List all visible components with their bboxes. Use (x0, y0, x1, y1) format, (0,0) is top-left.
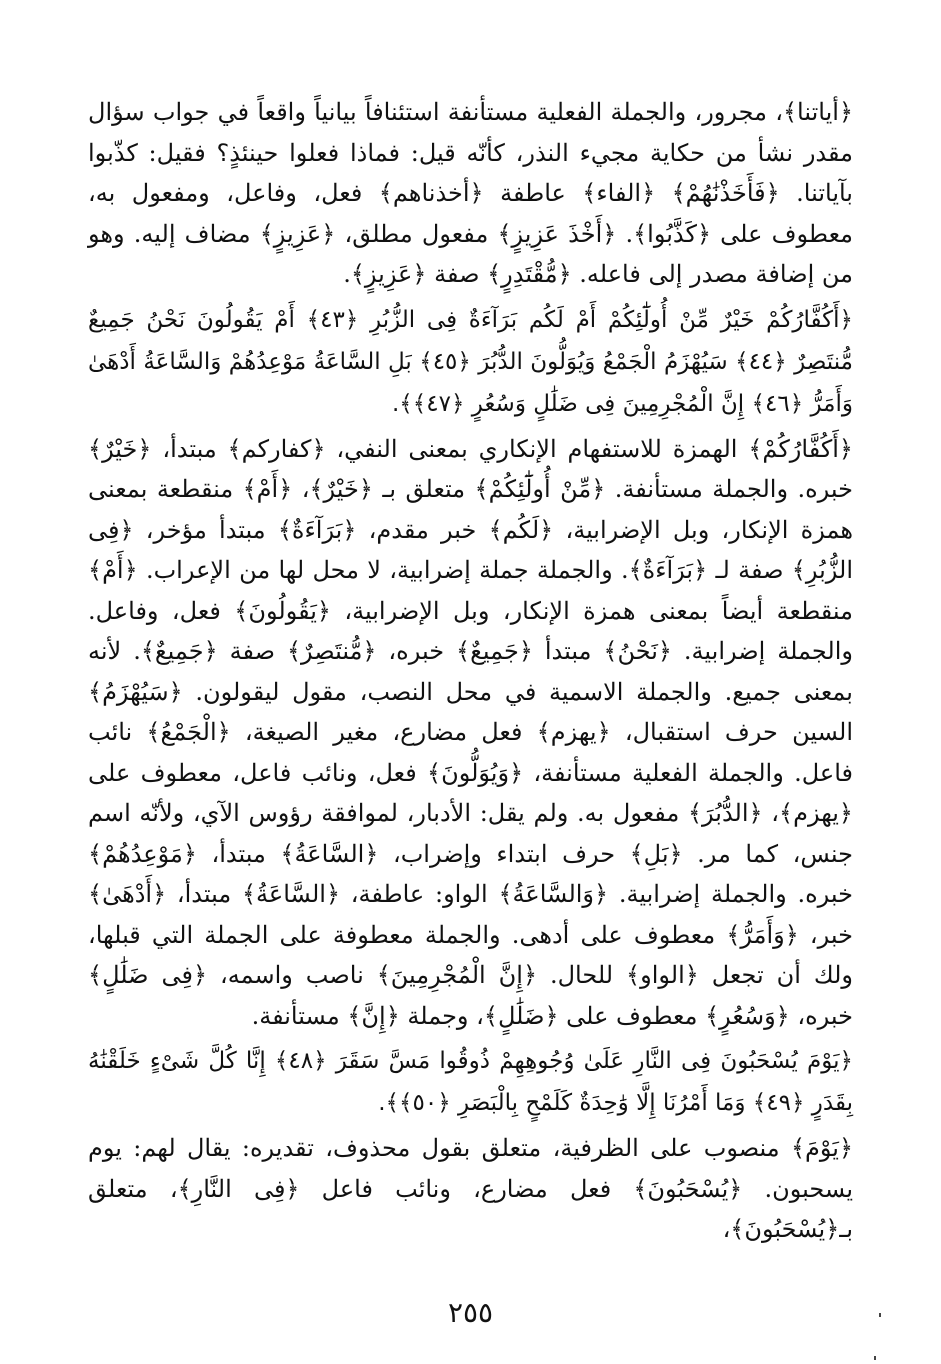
commentary-paragraph: ﴿أَكُفَّارُكُمْ﴾ الهمزة للاستفهام الإنكاري بمعنى النفي، ﴿كفاركم﴾ مبتدأ، ﴿خَيْرٌ﴾ خبره. والجملة مستأنفة. ﴿مِّنْ أُولَٰٓئِكُمْ﴾ متعلق بـ ﴿خَيْرٌ﴾، ﴿أَمْ﴾ منقطعة بمعنى همزة الإنكار، وبل الإضرابية، ﴿لَكُم﴾ خبر مقدم، ﴿بَرَآءَةٌ﴾ مبتدأ مؤخر، ﴿فِى الزُّبُرِ﴾ صفة لـ ﴿بَرَآءَةٌ﴾. والجملة جملة إضرابية، لا محل لها من الإعراب. ﴿أَمْ﴾ منقطعة أيضاً بمعنى همزة الإنكار، وبل الإضرابية، ﴿يَقُولُونَ﴾ فعل، وفاعل. والجملة إضرابية. ﴿نَحْنُ﴾ مبتدأ ﴿جَمِيعٌ﴾ خبره، ﴿مُّنتَصِرٌ﴾ صفة ﴿جَمِيعٌ﴾. لأنه بمعنى جميع. والجملة الاسمية في محل النصب، مقول ليقولون. ﴿سَيُهْزَمُ﴾ السين حرف استقبال، ﴿يهزم﴾ فعل مضارع، مغير الصيغة، ﴿الْجَمْعُ﴾ نائب فاعل. والجملة الفعلية مستأنفة، ﴿وَيُوَلُّونَ﴾ فعل، ونائب فاعل، معطوف على ﴿يهزم﴾، ﴿الدُّبُرَ﴾ مفعول به. ولم يقل: الأدبار، لموافقة رؤوس الآي، ولأنّه اسم جنس، كما مر. ﴿بَلِ﴾ حرف ابتداء وإضراب، ﴿السَّاعَةُ﴾ مبتدأ، ﴿مَوْعِدُهُمْ﴾ خبره. والجملة إضرابية. ﴿وَالسَّاعَةُ﴾ الواو: عاطفة، ﴿السَّاعَةُ﴾ مبتدأ، ﴿أَدْهَىٰ﴾ خبر، ﴿وَأَمَرُّ﴾ معطوف على أدهى. والجملة معطوفة على الجملة التي قبلها، ولك أن تجعل ﴿الواو﴾ للحال. ﴿إِنَّ الْمُجْرِمِينَ﴾ ناصب واسمه، ﴿فِى ضَلَٰلٍ﴾ خبره، ﴿وَسُعُرٍ﴾ معطوف على ﴿ضَلَٰلٍ﴾، وجملة ﴿إِنَّ﴾ مستأنفة. (88, 434, 853, 1030)
page-number: ٢٥٥ (447, 1296, 494, 1329)
commentary-paragraph: ﴿أياتنا﴾، مجرور، والجملة الفعلية مستأنفة استئنافاً بيانياً واقعاً في جواب سؤال مقدر نشأ من حكاية مجيء النذر، كأنّه قيل: فماذا فعلوا حينئذٍ؟ فقيل: كذّبوا بآياتنا. ﴿فَأَخَذْنَٰهُمْ﴾ ﴿الفاء﴾ عاطفة ﴿أخذناهم﴾ فعل، وفاعل، ومفعول به، معطوف على ﴿كَذَّبُوا﴾. ﴿أَخْذَ عَزِيزٍ﴾ مفعول مطلق، ﴿عَزِيزٍ﴾ مضاف إليه. وهو من إضافة مصدر إلى فاعله. ﴿مُّقْتَدِرٍ﴾ صفة ﴿عَزِيزٍ﴾. (88, 98, 854, 288)
commentary-paragraph: ﴿يَوْمَ﴾ منصوب على الظرفية، متعلق بقول محذوف، تقديره: يقال لهم: يوم يسحبون. ﴿يُسْحَبُونَ﴾ فعل مضارع، ونائب فاعل ﴿فِى النَّارِ﴾، متعلق بـ﴿يُسْحَبُونَ﴾، (88, 1134, 854, 1243)
quran-verse-block: ﴿يَوْمَ يُسْحَبُونَ فِى النَّارِ عَلَىٰ وُجُوهِهِمْ ذُوقُوا مَسَّ سَقَرَ ﴿٤٨﴾ إِنَّا كُلَّ شَىْءٍ خَلَقْنَٰهُ بِقَدَرٍ ﴿٤٩﴾ وَمَا أَمْرُنَا إِلَّا وَٰحِدَةٌ كَلَمْحٍ بِالْبَصَرِ ﴿٥٠﴾﴾. (88, 1048, 854, 1116)
quran-verse-block: ﴿أَكُفَّارُكُمْ خَيْرٌ مِّنْ أُولَٰٓئِكُمْ أَمْ لَكُم بَرَآءَةٌ فِى الزُّبُرِ ﴿٤٣﴾ أَمْ يَقُولُونَ نَحْنُ جَمِيعٌ مُّنتَصِرٌ ﴿٤٤﴾ سَيُهْزَمُ الْجَمْعُ وَيُوَلُّونَ الدُّبُرَ ﴿٤٥﴾ بَلِ السَّاعَةُ مَوْعِدُهُمْ وَالسَّاعَةُ أَدْهَىٰ وَأَمَرُّ ﴿٤٦﴾ إِنَّ الْمُجْرِمِينَ فِى ضَلَٰلٍ وَسُعُرٍ ﴿٤٧﴾﴾. (88, 306, 854, 417)
margin-mark (874, 1356, 876, 1360)
margin-mark (879, 1313, 881, 1317)
